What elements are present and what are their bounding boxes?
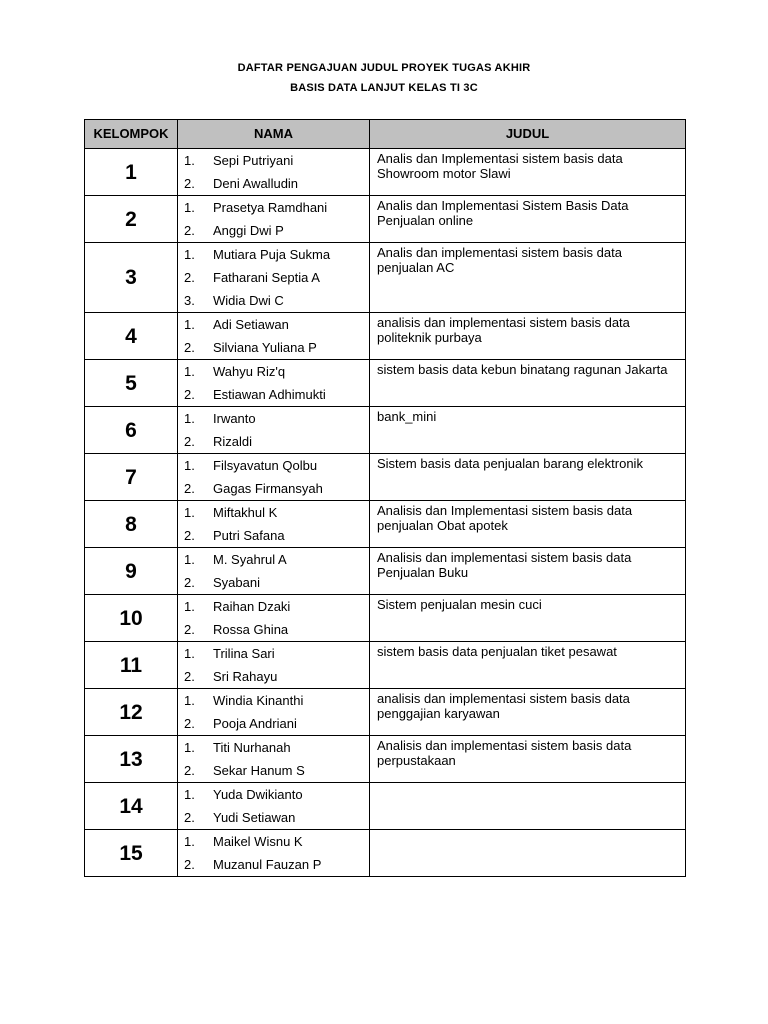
member-number: 1. [184, 646, 195, 661]
table-row [85, 689, 686, 736]
table-row [85, 501, 686, 548]
table-row [85, 454, 686, 501]
column-header-kelompok: KELOMPOK [85, 120, 178, 149]
table-row [85, 407, 686, 454]
member-item [184, 806, 369, 829]
member-list [178, 313, 370, 360]
group-number: 14 [85, 783, 178, 830]
group-number: 9 [85, 548, 178, 595]
member-number: 1. [184, 153, 195, 168]
member-item [184, 665, 369, 688]
project-title: Analis dan implementasi sistem basis data penjualan AC [370, 243, 686, 313]
project-title: Analis dan Implementasi Sistem Basis Data Penjualan online [370, 196, 686, 243]
member-list [178, 360, 370, 407]
member-number: 1. [184, 411, 195, 426]
member-item [184, 172, 369, 195]
member-item [184, 712, 369, 735]
member-item [184, 642, 369, 665]
member-item [184, 266, 369, 289]
group-number: 6 [85, 407, 178, 454]
member-item [184, 571, 369, 594]
member-name: M. Syahrul A [213, 552, 287, 567]
project-title: Analisis dan implementasi sistem basis data Penjualan Buku [370, 548, 686, 595]
member-item [184, 783, 369, 806]
project-title: bank_mini [370, 407, 686, 454]
document-subtitle: BASIS DATA LANJUT KELAS TI 3C [290, 82, 478, 94]
member-list [178, 196, 370, 243]
member-name: Irwanto [213, 411, 256, 426]
column-header-nama: NAMA [178, 120, 370, 149]
group-number: 1 [85, 149, 178, 196]
member-number: 2. [184, 857, 195, 872]
member-name: Gagas Firmansyah [213, 481, 323, 496]
project-title: Sistem basis data penjualan barang elektronik [370, 454, 686, 501]
member-item [184, 313, 369, 336]
member-name: Silviana Yuliana P [213, 340, 317, 355]
member-number: 3. [184, 293, 195, 308]
member-item [184, 336, 369, 359]
table-row [85, 196, 686, 243]
member-name: Yudi Setiawan [213, 810, 296, 825]
member-item [184, 243, 369, 266]
member-name: Syabani [213, 575, 260, 590]
member-name: Rizaldi [213, 434, 253, 449]
member-name: Rossa Ghina [213, 622, 289, 637]
member-list [178, 407, 370, 454]
member-number: 2. [184, 575, 195, 590]
group-number: 12 [85, 689, 178, 736]
member-name: Miftakhul K [213, 505, 278, 520]
member-name: Estiawan Adhimukti [213, 387, 326, 402]
member-item [184, 548, 369, 571]
group-number: 3 [85, 243, 178, 313]
member-list [178, 501, 370, 548]
member-name: Wahyu Riz'q [213, 364, 286, 379]
member-name: Widia Dwi C [213, 293, 284, 308]
member-number: 2. [184, 810, 195, 825]
member-list [178, 243, 370, 313]
member-name: Raihan Dzaki [213, 599, 291, 614]
member-number: 2. [184, 481, 195, 496]
member-item [184, 759, 369, 782]
member-list [178, 149, 370, 196]
member-list [178, 736, 370, 783]
member-number: 2. [184, 528, 195, 543]
group-number: 4 [85, 313, 178, 360]
project-title: analisis dan implementasi sistem basis data penggajian karyawan [370, 689, 686, 736]
column-header-judul: JUDUL [370, 120, 686, 149]
member-item [184, 407, 369, 430]
member-name: Sekar Hanum S [213, 763, 305, 778]
member-number: 2. [184, 434, 195, 449]
project-title [370, 830, 686, 877]
table-row [85, 548, 686, 595]
project-title: sistem basis data penjualan tiket pesawat [370, 642, 686, 689]
project-title: sistem basis data kebun binatang ragunan Jakarta [370, 360, 686, 407]
member-name: Anggi Dwi P [213, 223, 284, 238]
project-title: Analisis dan implementasi sistem basis data perpustakaan [370, 736, 686, 783]
member-name: Muzanul Fauzan P [213, 857, 322, 872]
member-list [178, 454, 370, 501]
table-row [85, 149, 686, 196]
member-item [184, 477, 369, 500]
member-name: Sri Rahayu [213, 669, 278, 684]
group-number: 11 [85, 642, 178, 689]
member-number: 2. [184, 622, 195, 637]
project-title: Sistem penjualan mesin cuci [370, 595, 686, 642]
member-number: 1. [184, 505, 195, 520]
member-name: Windia Kinanthi [213, 693, 304, 708]
member-item [184, 383, 369, 406]
member-item [184, 524, 369, 547]
member-item [184, 219, 369, 242]
member-number: 1. [184, 364, 195, 379]
member-item [184, 196, 369, 219]
member-name: Filsyavatun Qolbu [213, 458, 318, 473]
member-number: 1. [184, 599, 195, 614]
member-list [178, 642, 370, 689]
member-number: 1. [184, 834, 195, 849]
member-number: 1. [184, 247, 195, 262]
member-number: 2. [184, 340, 195, 355]
member-list [178, 548, 370, 595]
project-title [370, 783, 686, 830]
member-item [184, 454, 369, 477]
project-title: Analisis dan Implementasi sistem basis data penjualan Obat apotek [370, 501, 686, 548]
member-item [184, 289, 369, 312]
member-number: 2. [184, 716, 195, 731]
member-item [184, 618, 369, 641]
member-name: Deni Awalludin [213, 176, 299, 191]
member-name: Prasetya Ramdhani [213, 200, 328, 215]
group-number: 5 [85, 360, 178, 407]
member-number: 2. [184, 223, 195, 238]
table-row [85, 736, 686, 783]
group-number: 10 [85, 595, 178, 642]
member-number: 1. [184, 693, 195, 708]
member-item [184, 830, 369, 853]
group-number: 13 [85, 736, 178, 783]
document-title: DAFTAR PENGAJUAN JUDUL PROYEK TUGAS AKHIR [237, 62, 531, 74]
table-row [85, 642, 686, 689]
table-row [85, 783, 686, 830]
table-row [85, 360, 686, 407]
table-row [85, 243, 686, 313]
member-name: Yuda Dwikianto [213, 787, 303, 802]
member-name: Maikel Wisnu K [213, 834, 303, 849]
member-number: 1. [184, 552, 195, 567]
member-name: Trilina Sari [213, 646, 275, 661]
member-number: 1. [184, 740, 195, 755]
project-title: analisis dan implementasi sistem basis data politeknik purbaya [370, 313, 686, 360]
member-number: 2. [184, 763, 195, 778]
project-title: Analis dan Implementasi sistem basis data Showroom motor Slawi [370, 149, 686, 196]
member-number: 1. [184, 200, 195, 215]
member-number: 2. [184, 387, 195, 402]
table-row [85, 313, 686, 360]
member-number: 1. [184, 317, 195, 332]
member-item [184, 736, 369, 759]
member-name: Mutiara Puja Sukma [213, 247, 331, 262]
member-number: 2. [184, 669, 195, 684]
member-name: Adi Setiawan [213, 317, 289, 332]
submission-table [84, 119, 686, 877]
member-item [184, 360, 369, 383]
member-number: 2. [184, 270, 195, 285]
member-number: 1. [184, 458, 195, 473]
member-name: Pooja Andriani [213, 716, 297, 731]
member-item [184, 149, 369, 172]
member-name: Putri Safana [213, 528, 285, 543]
member-name: Fatharani Septia A [213, 270, 320, 285]
group-number: 15 [85, 830, 178, 877]
member-item [184, 853, 369, 876]
member-name: Sepi Putriyani [213, 153, 294, 168]
member-list [178, 783, 370, 830]
group-number: 8 [85, 501, 178, 548]
member-list [178, 595, 370, 642]
table-row [85, 595, 686, 642]
member-item [184, 501, 369, 524]
member-name: Titi Nurhanah [213, 740, 291, 755]
group-number: 7 [85, 454, 178, 501]
member-number: 2. [184, 176, 195, 191]
member-item [184, 430, 369, 453]
table-header-row [85, 120, 686, 149]
group-number: 2 [85, 196, 178, 243]
member-item [184, 595, 369, 618]
table-row [85, 830, 686, 877]
member-item [184, 689, 369, 712]
member-list [178, 830, 370, 877]
member-number: 1. [184, 787, 195, 802]
member-list [178, 689, 370, 736]
